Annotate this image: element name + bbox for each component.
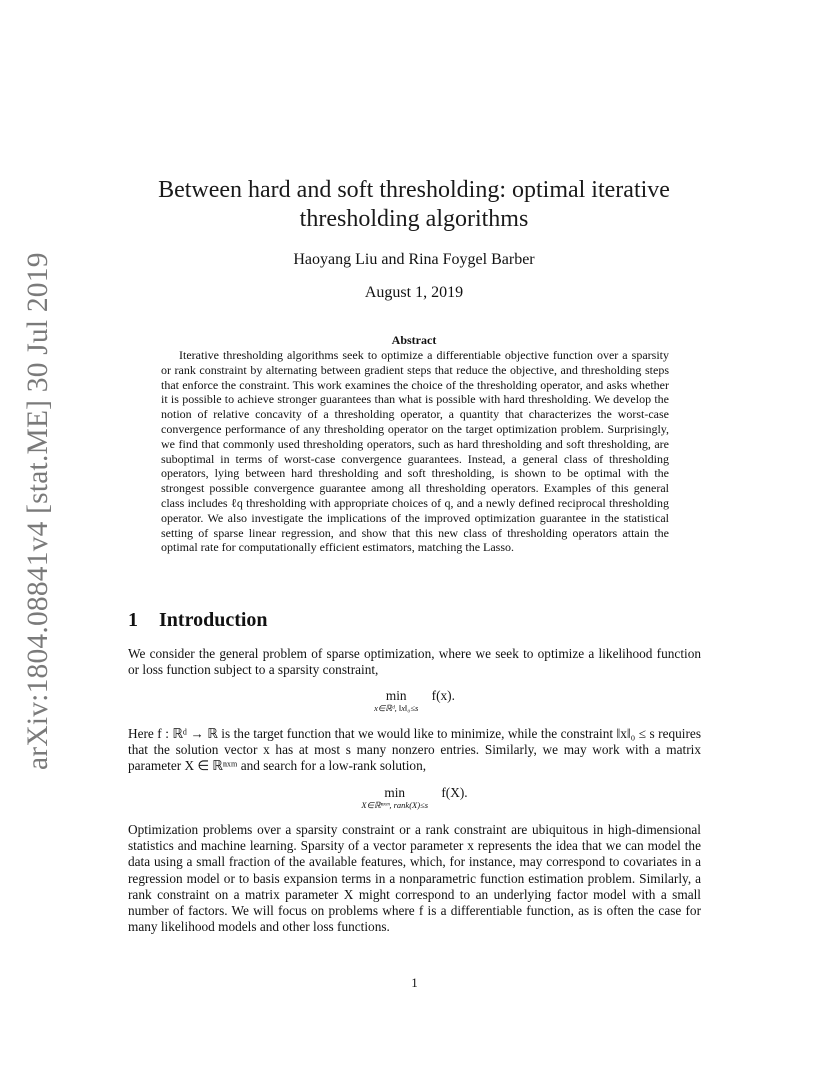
- section-title: Introduction: [159, 609, 268, 631]
- paper-date: August 1, 2019: [364, 284, 464, 301]
- equation-subscript: X∈ℝⁿˣᵐ, rank(X)≤s: [361, 800, 429, 810]
- equation-objective: f(X).: [441, 785, 468, 800]
- section-number: 1: [128, 609, 138, 631]
- equation-rank-min: [128, 786, 701, 810]
- paper-authors: Haoyang Liu and Rina Foygel Barber: [293, 251, 535, 268]
- section-heading-introduction: [128, 609, 268, 632]
- abstract-text: Iterative thresholding algorithms seek to optimize a differentiable objective function over a sparsity or rank constraint by alternating between gradient steps that reduce the objective, and thresholding steps that enforce the constraint. This work examines the choice of the thresholding operator, and asks whether it is possible to achieve stronger guarantees than what is possible with hard thresholding. We develop the notion of relative concavity of a thresholding operator, a quantity that characterizes the worst-case convergence performance of any thresholding operator on the target optimization problem. Surprisingly, we find that commonly used thresholding operators, such as hard thresholding and soft thresholding, are suboptimal in terms of worst-case convergence guarantees. Instead, a general class of thresholding operators, lying between hard thresholding and soft thresholding, is shown to be optimal with the strongest possible convergence guarantee among all thresholding operators. Examples of this general class includes ℓq thresholding with appropriate choices of q, and a newly defined reciprocal thresholding operator. We also investigate the implications of the improved optimization guarantee in the statistical setting of sparse linear regression, and show that this new class of thresholding operators attain the optimal rate for computationally efficient estimators, matching the Lasso.: [161, 348, 669, 555]
- equation-operator: min X∈ℝⁿˣᵐ, rank(X)≤s: [361, 785, 429, 810]
- intro-paragraph-1: We consider the general problem of sparse optimization, where we seek to optimize a likelihood function or loss function subject to a sparsity constraint,: [128, 646, 701, 678]
- paper-title: Between hard and soft thresholding: optimal iterative thresholding algorithms: [158, 177, 670, 232]
- intro-paragraph-3: Optimization problems over a sparsity constraint or a rank constraint are ubiquitous in high-dimensional statistics and machine learning. Sparsity of a vector parameter x represents the idea that we can model the data using a small fraction of the available features, which, for instance, may correspond to covariates in a regression model or to basis expansion terms in a nonparametric function estimation problem. Similarly, a rank constraint on a matrix parameter X might correspond to an underlying factor model with a small number of factors. We will focus on problems where f is a differentiable function, as is often the case for many likelihood models and other loss functions.: [128, 822, 701, 935]
- equation-objective: f(x).: [431, 688, 455, 703]
- equation-operator: min x∈ℝᵈ, ‖x‖₀≤s: [374, 688, 419, 713]
- abstract-heading: Abstract: [391, 333, 437, 347]
- page-number: 1: [411, 975, 418, 990]
- intro-paragraph-2: Here f : ℝᵈ → ℝ is the target function that we would like to minimize, while the constraint ‖x‖₀ ≤ s requires that the solution vector x has at most s many nonzero entries. Similarly, we may work with a matrix parameter X ∈ ℝⁿˣᵐ and search for a low-rank solution,: [128, 726, 701, 774]
- equation-sparse-min: [128, 689, 701, 713]
- arxiv-sidebar: [0, 0, 60, 1072]
- arxiv-identifier: arXiv:1804.08841v4 [stat.ME] 30 Jul 2019: [22, 252, 54, 770]
- equation-subscript: x∈ℝᵈ, ‖x‖₀≤s: [374, 703, 419, 713]
